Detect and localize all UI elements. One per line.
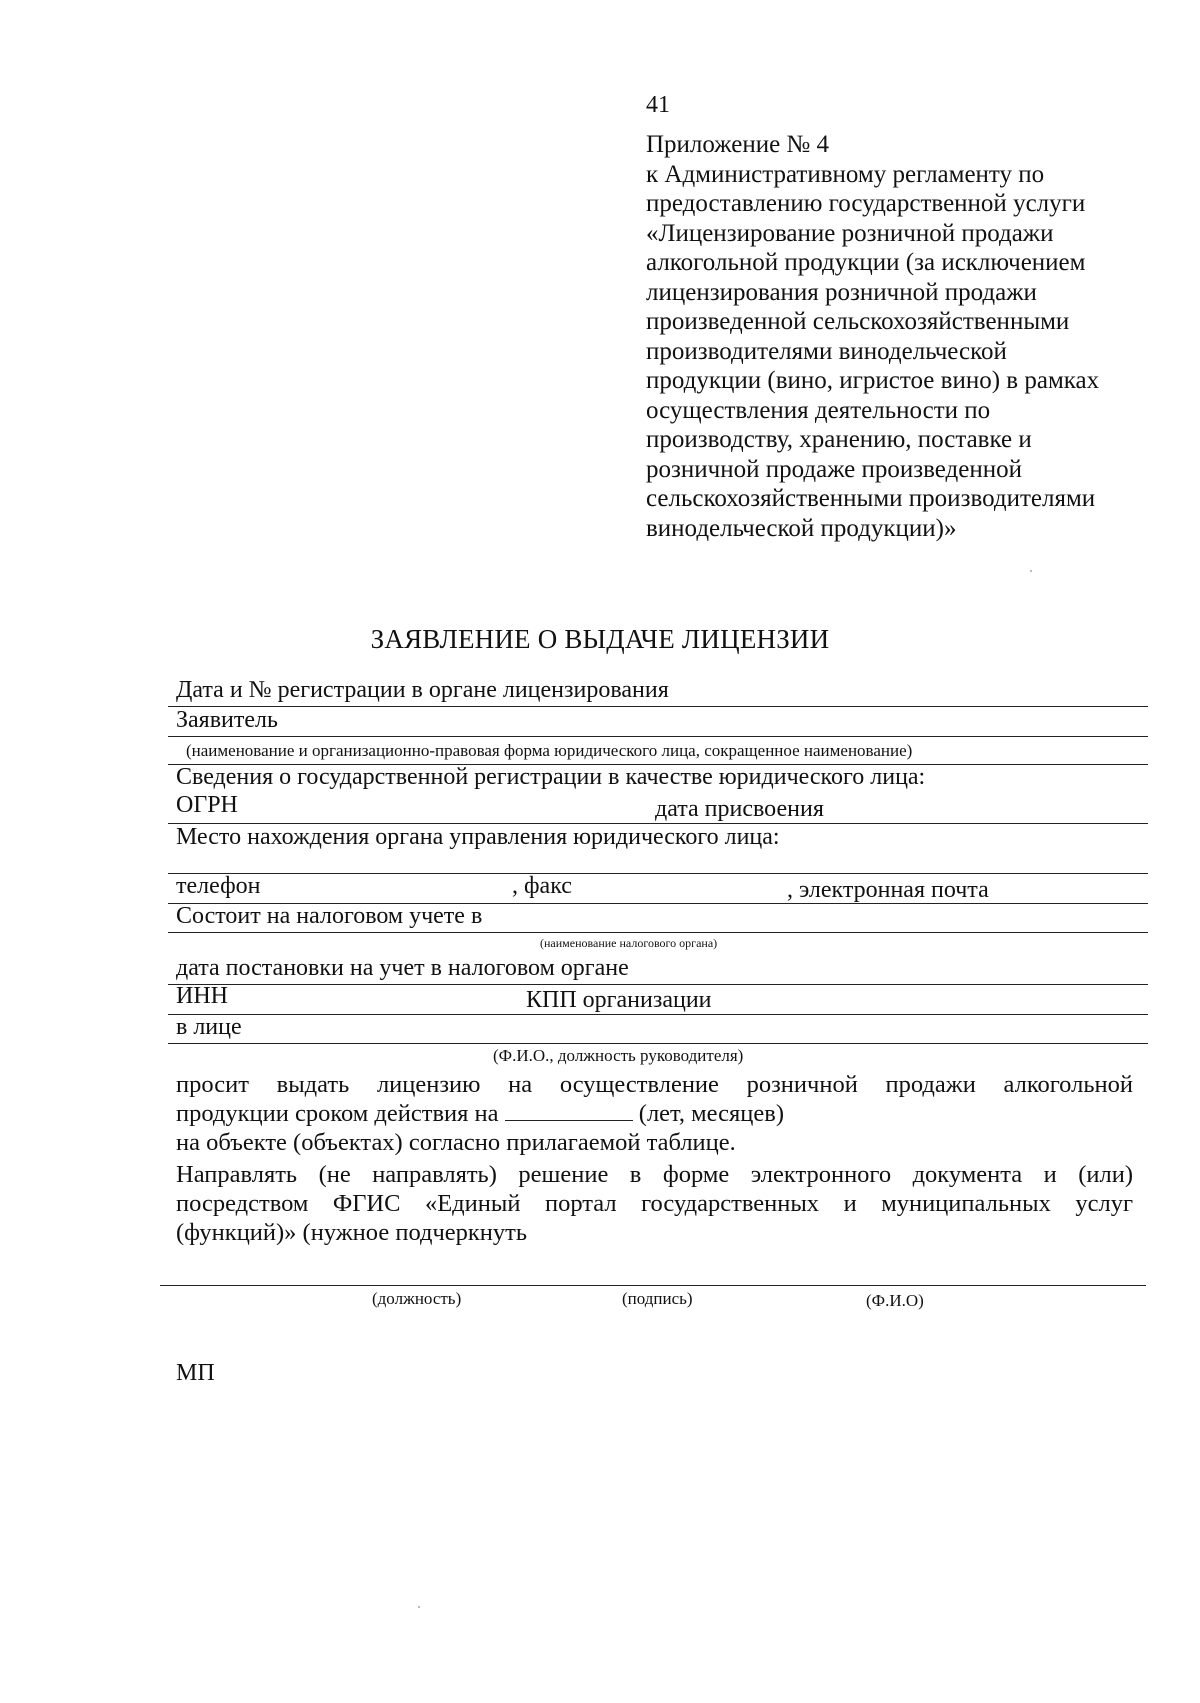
tax-authority-line[interactable]	[168, 932, 1148, 933]
appendix-line: сельскохозяйственными производителями	[646, 485, 1096, 512]
inn-label: ИНН	[176, 983, 228, 1009]
request-line-2-end: (лет, месяцев)	[638, 1100, 784, 1127]
appendix-line: производству, хранению, поставке и	[646, 426, 1032, 453]
signature-caption: (подпись)	[622, 1289, 693, 1308]
fax-label: , факс	[512, 873, 572, 899]
appendix-line: произведенной сельскохозяйственными	[646, 308, 1070, 335]
kpp-label: КПП организации	[526, 987, 712, 1013]
scan-speck	[1030, 570, 1032, 572]
seal-mark: МП	[176, 1360, 215, 1386]
location-line[interactable]	[168, 873, 1148, 874]
reg-date-number-line[interactable]	[168, 706, 1148, 707]
phone-label: телефон	[176, 873, 261, 899]
reg-date-number-label: Дата и № регистрации в органе лицензирования	[176, 677, 669, 703]
form-title: ЗАЯВЛЕНИЕ О ВЫДАЧЕ ЛИЦЕНЗИИ	[370, 624, 830, 654]
position-caption: (должность)	[372, 1289, 462, 1308]
request-line-2-start: продукции сроком действия на	[176, 1100, 499, 1127]
page-number: 41	[646, 92, 670, 118]
appendix-line: «Лицензирование розничной продажи	[646, 219, 1054, 247]
inn-kpp-line[interactable]	[168, 1014, 1148, 1015]
tax-authority-caption: (наименование налогового органа)	[540, 936, 718, 950]
scan-speck	[418, 1606, 420, 1608]
appendix-line: осуществления деятельности по	[646, 396, 991, 424]
request-line-2	[176, 1099, 1133, 1128]
appendix-line: производителями винодельческой	[646, 337, 1007, 365]
tax-registration-date-label: дата постановки на учет в налоговом органе	[176, 955, 629, 981]
appendix-line: алкогольной продукции (за исключением	[646, 249, 1086, 276]
request-line-3: на объекте (объектах) согласно прилагаемой таблице.	[176, 1129, 736, 1156]
represented-by-line[interactable]	[168, 1043, 1148, 1044]
tax-registered-label: Состоит на налоговом учете в	[176, 903, 483, 929]
location-label: Место нахождения органа управления юридического лица:	[176, 824, 780, 850]
assign-date-label: дата присвоения	[655, 796, 824, 822]
ogrn-label: ОГРН	[176, 792, 238, 818]
send-line-3: (функций)» (нужное подчеркнуть	[176, 1219, 528, 1246]
appendix-header	[646, 130, 1166, 543]
send-line-2: посредством ФГИС «Единый портал государственных и муниципальных услуг	[176, 1190, 1133, 1217]
request-line-1: просит выдать лицензию на осуществление розничной продажи алкогольной	[176, 1071, 1133, 1098]
signature-line[interactable]	[160, 1285, 1146, 1286]
appendix-line: Приложение № 4	[646, 131, 830, 158]
appendix-line: винодельческой продукции)»	[646, 514, 957, 542]
appendix-line: к Административному регламенту по	[646, 160, 1045, 188]
tax-registration-date-line[interactable]	[168, 984, 1148, 985]
term-blank[interactable]	[505, 1100, 633, 1121]
applicant-line[interactable]	[168, 736, 1148, 737]
appendix-line: лицензирования розничной продажи	[646, 278, 1037, 306]
send-line-1: Направлять (не направлять) решение в форме электронного документа и (или)	[176, 1161, 1133, 1188]
represented-by-label: в лице	[176, 1014, 242, 1040]
applicant-caption: (наименование и организационно-правовая форма юридического лица, сокращенное наименование)	[186, 741, 913, 760]
applicant-label: Заявитель	[176, 707, 278, 733]
state-registration-label: Сведения о государственной регистрации в качестве юридического лица:	[176, 764, 926, 790]
appendix-line: розничной продаже произведенной	[646, 455, 1022, 483]
appendix-line: продукции (вино, игристое вино) в рамках	[646, 367, 1100, 394]
head-caption: (Ф.И.О., должность руководителя)	[493, 1046, 744, 1065]
appendix-line: предоставлению государственной услуги	[646, 190, 1086, 217]
email-label: , электронная почта	[787, 877, 989, 903]
full-name-caption: (Ф.И.О)	[866, 1291, 924, 1310]
